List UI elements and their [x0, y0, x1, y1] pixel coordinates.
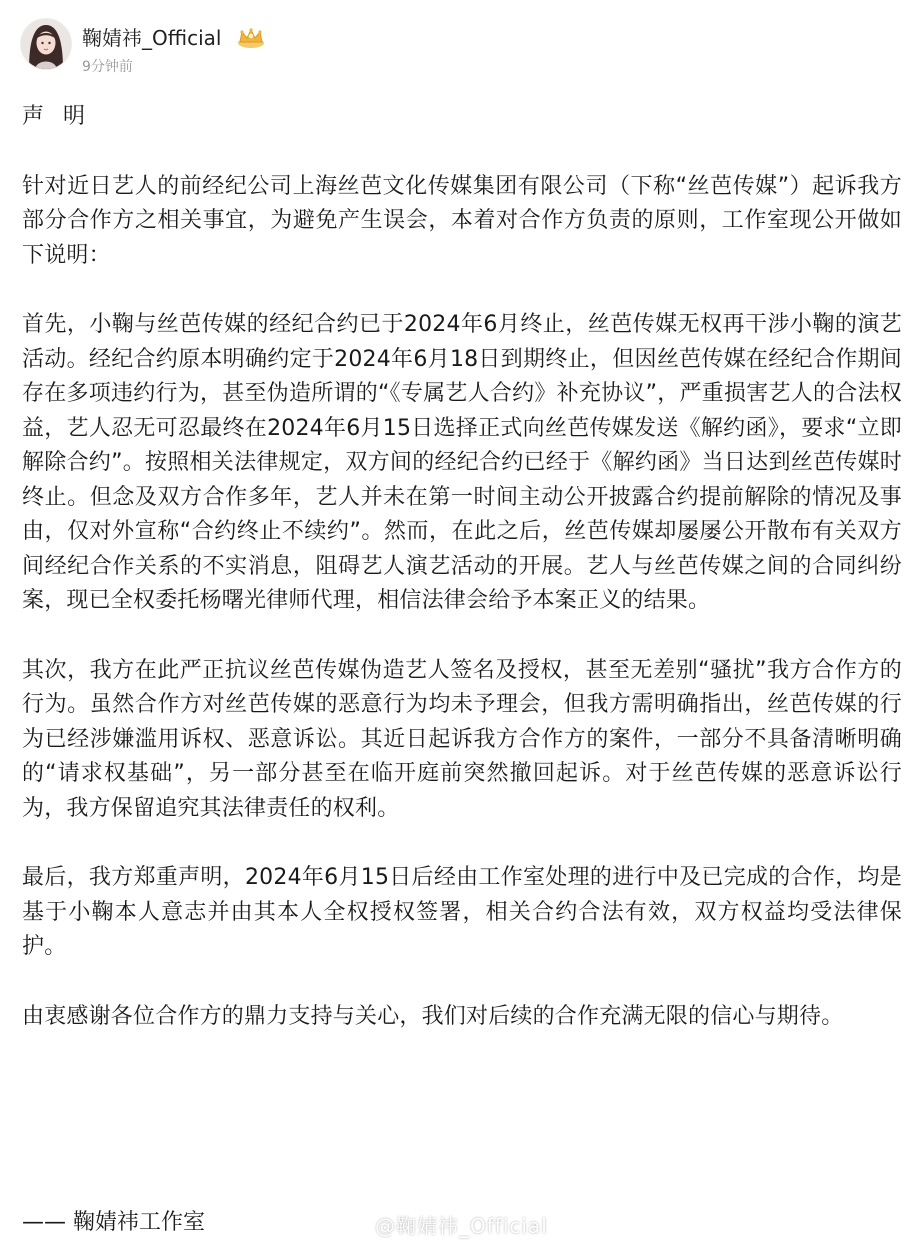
signature: —— 鞠婧祎工作室	[22, 1210, 205, 1235]
post-timestamp[interactable]: 9分钟前	[82, 59, 133, 75]
paragraph-last: 最后，我方郑重声明，2024年6月15日后经由工作室处理的进行中及已完成的合作，均是基于小鞠本人意志并由其本人全权授权签署，相关合约合法有效，双方权益均受法律保护。	[22, 865, 902, 959]
avatar[interactable]	[20, 18, 72, 70]
gold-crown-icon	[236, 27, 266, 54]
paragraph-second: 其次，我方在此严正抗议丝芭传媒伪造艺人签名及授权，甚至无差别“骚扰”我方合作方的行为。虽然合作方对丝芭传媒的恶意行为均未予理会，但我方需明确指出，丝芭传媒的行为已经涉嫌滥用诉权、恶意诉讼。其近日起诉我方合作方的案件，一部分不具备清晰明确的“请求权基础”，另一部分甚至在临开庭前突然撤回起诉。对于丝芭传媒的恶意诉讼行为，我方保留追究其法律责任的权利。	[22, 657, 902, 821]
post-body	[22, 100, 902, 1069]
username-text[interactable]: 鞠婧祎_Official	[82, 26, 222, 50]
image-watermark: @鞠婧祎_Official	[375, 1214, 548, 1238]
paragraph-first: 首先，小鞠与丝芭传媒的经纪合约已于2024年6月终止，丝芭传媒无权再干涉小鞠的演艺活动。经纪合约原本明确约定于2024年6月18日到期终止，但因丝芭传媒在经纪合作期间存在多项违约行为，甚至伪造所谓的“《专属艺人合约》补充协议”，严重损害艺人的合法权益，艺人忍无可忍最终在2024年6月15日选择正式向丝芭传媒发送《解约函》，要求“立即解除合约”。按照相关法律规定，双方间的经纪合约已经于《解约函》当日达到丝芭传媒时终止。但念及双方合作多年，艺人并未在第一时间主动公开披露合约提前解除的情况及事由，仅对外宣称“合约终止不续约”。然而，在此之后，丝芭传媒却屡屡公开散布有关双方间经纪合作关系的不实消息，阻碍艺人演艺活动的开展。艺人与丝芭传媒之间的合同纠纷案，现已全权委托杨曙光律师代理，相信法律会给予本案正义的结果。	[22, 312, 902, 613]
paragraph-intro: 针对近日艺人的前经纪公司上海丝芭文化传媒集团有限公司（下称“丝芭传媒”）起诉我方部分合作方之相关事宜，为避免产生误会，本着对合作方负责的原则，工作室现公开做如下说明：	[22, 173, 902, 268]
post-header	[20, 18, 900, 74]
post-title: 声 明	[22, 104, 91, 129]
paragraph-thanks: 由衷感谢各位合作方的鼎力支持与关心，我们对后续的合作充满无限的信心与期待。	[22, 1003, 844, 1029]
username[interactable]	[82, 26, 266, 54]
